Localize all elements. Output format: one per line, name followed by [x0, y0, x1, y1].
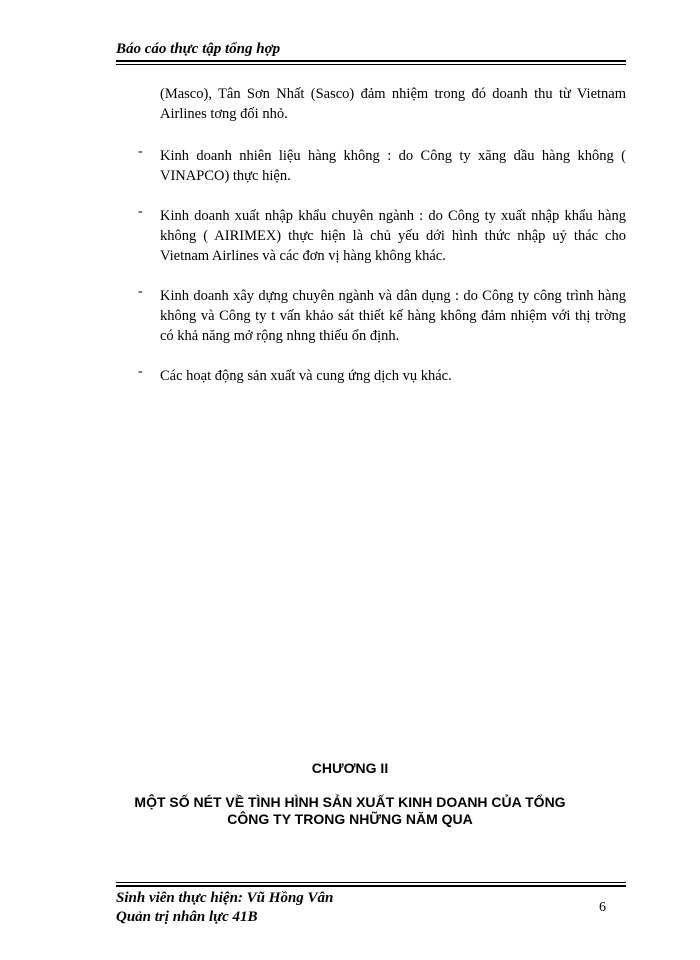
page-footer	[116, 882, 626, 925]
body-content	[138, 84, 626, 406]
continuation-paragraph: (Masco), Tân Sơn Nhất (Sasco) đảm nhiệm trong đó doanh thu từ Vietnam Airlines tơng đối nhỏ.	[160, 86, 626, 122]
footer-rule-thick	[116, 885, 626, 887]
list-item	[138, 146, 626, 186]
bullet-dash: -	[138, 144, 143, 159]
list-item-text: Kinh doanh xây dựng chuyên ngành và dân dụng : do Công ty công trình hàng không và Công ty t vấn khảo sát thiết kế hàng không đảm nhiệm với thị trờng có khả năng mở rộng nhng thiếu ổn định.	[160, 288, 626, 344]
list-item	[138, 286, 626, 346]
list-item	[138, 366, 626, 386]
chapter-title	[100, 794, 600, 828]
bullet-dash: -	[138, 364, 143, 379]
bullet-dash: -	[138, 204, 143, 219]
header-rule-thin	[116, 64, 626, 65]
chapter-title-line: MỘT SỐ NÉT VỀ TÌNH HÌNH SẢN XUẤT KINH DOANH CỦA TỔNG	[134, 794, 566, 810]
list-item	[138, 206, 626, 266]
list-item-text: Các hoạt động sản xuất và cung ứng dịch vụ khác.	[160, 368, 452, 384]
chapter-title-line: CÔNG TY TRONG NHỮNG NĂM QUA	[227, 811, 473, 827]
bullet-dash: -	[138, 284, 143, 299]
footer-class: Quản trị nhân lực 41B	[116, 909, 258, 925]
footer-student: Sinh viên thực hiện: Vũ Hồng Vân	[116, 890, 334, 906]
header-title: Báo cáo thực tập tổng hợp	[116, 41, 281, 57]
header-rule-thick	[116, 60, 626, 62]
list-item-text: Kinh doanh nhiên liệu hàng không : do Công ty xăng dầu hàng không ( VINAPCO) thực hiện.	[160, 148, 626, 184]
list-item-text: Kinh doanh xuất nhập khẩu chuyên ngành : do Công ty xuất nhập khẩu hàng không ( AIRIMEX) thực hiện là chủ yếu dới hình thức nhập uỷ thác cho Vietnam Airlines và các đơn vị hàng không khác.	[160, 208, 626, 264]
page-header	[116, 40, 626, 65]
footer-rule-thin	[116, 882, 626, 883]
chapter-number: CHƯƠNG II	[311, 760, 389, 776]
page-number: 6	[599, 900, 606, 915]
